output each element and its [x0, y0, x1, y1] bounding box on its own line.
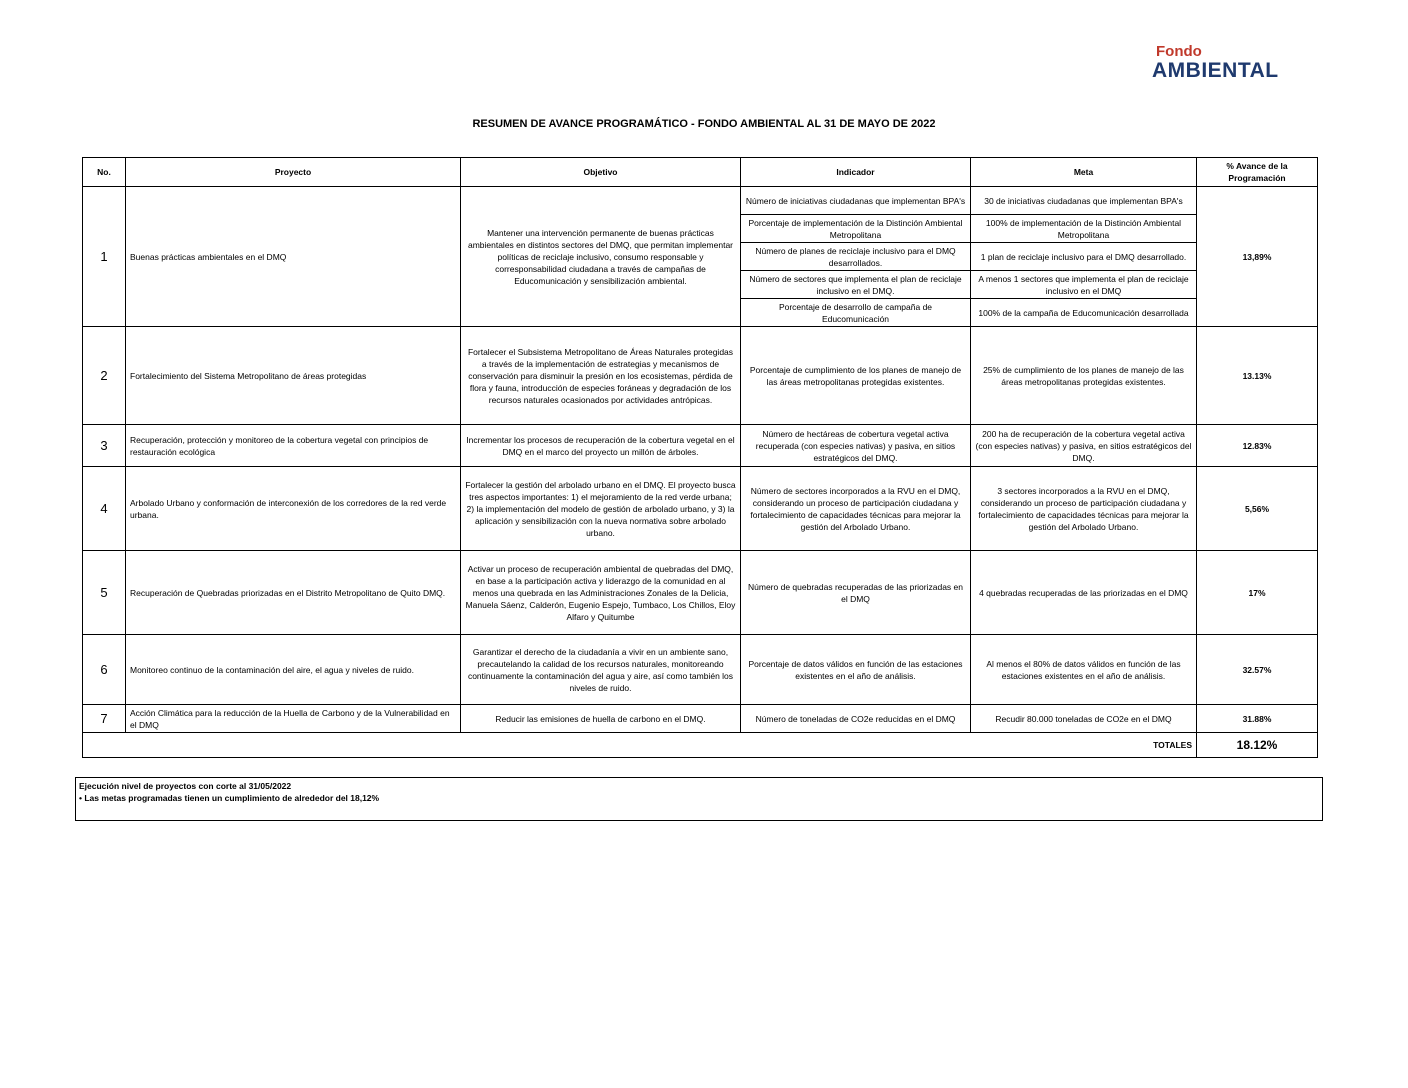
table-row [83, 467, 1318, 551]
notes-line-1: Ejecución nivel de proyectos con corte al 31/05/2022 [79, 781, 292, 791]
row-proyecto: Recuperación, protección y monitoreo de la cobertura vegetal con principios de restauración ecológica [126, 425, 461, 467]
row-number: 4 [83, 467, 126, 551]
row-indicador: Número de sectores que implementa el plan de reciclaje inclusivo en el DMQ. [741, 271, 971, 299]
row-objetivo: Garantizar el derecho de la ciudadanía a vivir en un ambiente sano, precautelando la calidad de los recursos naturales, monitoreando continuamente la contaminación del agua y aire, así como también los niveles de ruido. [461, 635, 741, 705]
row-indicador: Número de quebradas recuperadas de las priorizadas en el DMQ [741, 551, 971, 635]
row-indicador: Número de planes de reciclaje inclusivo para el DMQ desarrollados. [741, 243, 971, 271]
row-avance: 13.13% [1197, 327, 1318, 425]
row-number: 2 [83, 327, 126, 425]
notes-box [75, 777, 1323, 821]
header-meta: Meta [971, 158, 1197, 187]
row-indicador: Porcentaje de implementación de la Distinción Ambiental Metropolitana [741, 215, 971, 243]
row-meta: 4 quebradas recuperadas de las priorizadas en el DMQ [971, 551, 1197, 635]
row-meta: 100% de implementación de la Distinción Ambiental Metropolitana [971, 215, 1197, 243]
row-indicador: Número de toneladas de CO2e reducidas en el DMQ [741, 705, 971, 733]
table-row [83, 551, 1318, 635]
header-avance: % Avance de la Programación [1197, 158, 1318, 187]
row-proyecto: Monitoreo continuo de la contaminación del aire, el agua y niveles de ruido. [126, 635, 461, 705]
row-avance: 32.57% [1197, 635, 1318, 705]
row-number: 1 [83, 187, 126, 327]
row-meta: 3 sectores incorporados a la RVU en el DMQ, considerando un proceso de participación ciudadana y fortalecimiento de capacidades técnicas para mejorar la gestión del Arbolado Urbano. [971, 467, 1197, 551]
row-meta: 25% de cumplimiento de los planes de manejo de las áreas metropolitanas protegidas existentes. [971, 327, 1197, 425]
table-row [83, 425, 1318, 467]
page-title: RESUMEN DE AVANCE PROGRAMÁTICO - FONDO AMBIENTAL AL 31 DE MAYO DE 2022 [472, 118, 936, 130]
row-avance: 31.88% [1197, 705, 1318, 733]
logo-main-text: AMBIENTAL [1152, 59, 1279, 82]
header-objetivo: Objetivo [461, 158, 741, 187]
totals-row [83, 733, 1318, 758]
row-proyecto: Acción Climática para la reducción de la Huella de Carbono y de la Vulnerabilidad en el DMQ [126, 705, 461, 733]
row-proyecto: Buenas prácticas ambientales en el DMQ [126, 187, 461, 327]
row-indicador: Número de sectores incorporados a la RVU en el DMQ, considerando un proceso de participación ciudadana y fortalecimiento de capacidades técnicas para mejorar la gestión del Arbolado Urbano. [741, 467, 971, 551]
row-meta: 200 ha de recuperación de la cobertura vegetal activa (con especies nativas) y pasiva, en sitios estratégicos del DMQ. [971, 425, 1197, 467]
row-indicador: Número de hectáreas de cobertura vegetal activa recuperada (con especies nativas) y pasiva, en sitios estratégicos del DMQ. [741, 425, 971, 467]
row-meta: 100% de la campaña de Educomunicación desarrollada [971, 299, 1197, 327]
logo-top-text: Fondo [1156, 43, 1202, 60]
table-row [83, 705, 1318, 733]
progress-table [82, 157, 1318, 758]
row-indicador: Porcentaje de cumplimiento de los planes de manejo de las áreas metropolitanas protegidas existentes. [741, 327, 971, 425]
header-no: No. [83, 158, 126, 187]
header-indicador: Indicador [741, 158, 971, 187]
totals-value: 18.12% [1197, 733, 1318, 758]
table-row [83, 635, 1318, 705]
row-meta: Recudir 80.000 toneladas de CO2e en el DMQ [971, 705, 1197, 733]
row-indicador: Porcentaje de datos válidos en función de las estaciones existentes en el año de análisis. [741, 635, 971, 705]
table-header-row [83, 158, 1318, 187]
row-meta: A menos 1 sectores que implementa el plan de reciclaje inclusivo en el DMQ [971, 271, 1197, 299]
table-row [83, 187, 1318, 215]
row-objetivo: Fortalecer la gestión del arbolado urbano en el DMQ. El proyecto busca tres aspectos importantes: 1) el mejoramiento de la red verde urbana; 2) la implementación del modelo de gestión de arbolado urbano, y 3) la aplicación y sensibilización con la nueva normativa sobre arbolado urbano. [461, 467, 741, 551]
row-objetivo: Reducir las emisiones de huella de carbono en el DMQ. [461, 705, 741, 733]
totals-label: TOTALES [83, 733, 1197, 758]
row-avance: 5,56% [1197, 467, 1318, 551]
row-avance: 13,89% [1197, 187, 1318, 327]
row-meta: Al menos el 80% de datos válidos en función de las estaciones existentes en el año de análisis. [971, 635, 1197, 705]
row-proyecto: Recuperación de Quebradas priorizadas en el Distrito Metropolitano de Quito DMQ. [126, 551, 461, 635]
row-indicador: Porcentaje de desarrollo de campaña de Educomunicación [741, 299, 971, 327]
row-number: 3 [83, 425, 126, 467]
notes-line-2: • Las metas programadas tienen un cumplimiento de alrededor del 18,12% [79, 793, 380, 803]
header-proyecto: Proyecto [126, 158, 461, 187]
row-proyecto: Arbolado Urbano y conformación de interconexión de los corredores de la red verde urbana. [126, 467, 461, 551]
row-number: 7 [83, 705, 126, 733]
row-avance: 12.83% [1197, 425, 1318, 467]
row-number: 6 [83, 635, 126, 705]
row-number: 5 [83, 551, 126, 635]
row-objetivo: Activar un proceso de recuperación ambiental de quebradas del DMQ, en base a la participación activa y liderazgo de la comunidad en al menos una quebrada en las Administraciones Zonales de la Delicia, Manuela Sáenz, Calderón, Eugenio Espejo, Tumbaco, Los Chillos, Eloy Alfaro y Quitumbe [461, 551, 741, 635]
table-row [83, 327, 1318, 425]
row-objetivo: Fortalecer el Subsistema Metropolitano de Áreas Naturales protegidas a través de la implementación de estrategias y mecanismos de conservación para disminuir la presión en los ecosistemas, pérdida de flora y fauna, introducción de especies foráneas y degradación de los recursos naturales ocasionados por actividades antrópicas. [461, 327, 741, 425]
row-indicador: Número de iniciativas ciudadanas que implementan BPA's [741, 187, 971, 215]
fondo-ambiental-logo [1152, 44, 1284, 82]
row-objetivo: Mantener una intervención permanente de buenas prácticas ambientales en distintos sectores del DMQ, que permitan implementar políticas de reciclaje inclusivo, consumo responsable y corresponsabilidad ciudadana a través de campañas de Educomunicación y sensibilización ambiental. [461, 187, 741, 327]
row-objetivo: Incrementar los procesos de recuperación de la cobertura vegetal en el DMQ en el marco del proyecto un millón de árboles. [461, 425, 741, 467]
row-meta: 1 plan de reciclaje inclusivo para el DMQ desarrollado. [971, 243, 1197, 271]
row-avance: 17% [1197, 551, 1318, 635]
row-proyecto: Fortalecimiento del Sistema Metropolitano de áreas protegidas [126, 327, 461, 425]
row-meta: 30 de iniciativas ciudadanas que implementan BPA's [971, 187, 1197, 215]
